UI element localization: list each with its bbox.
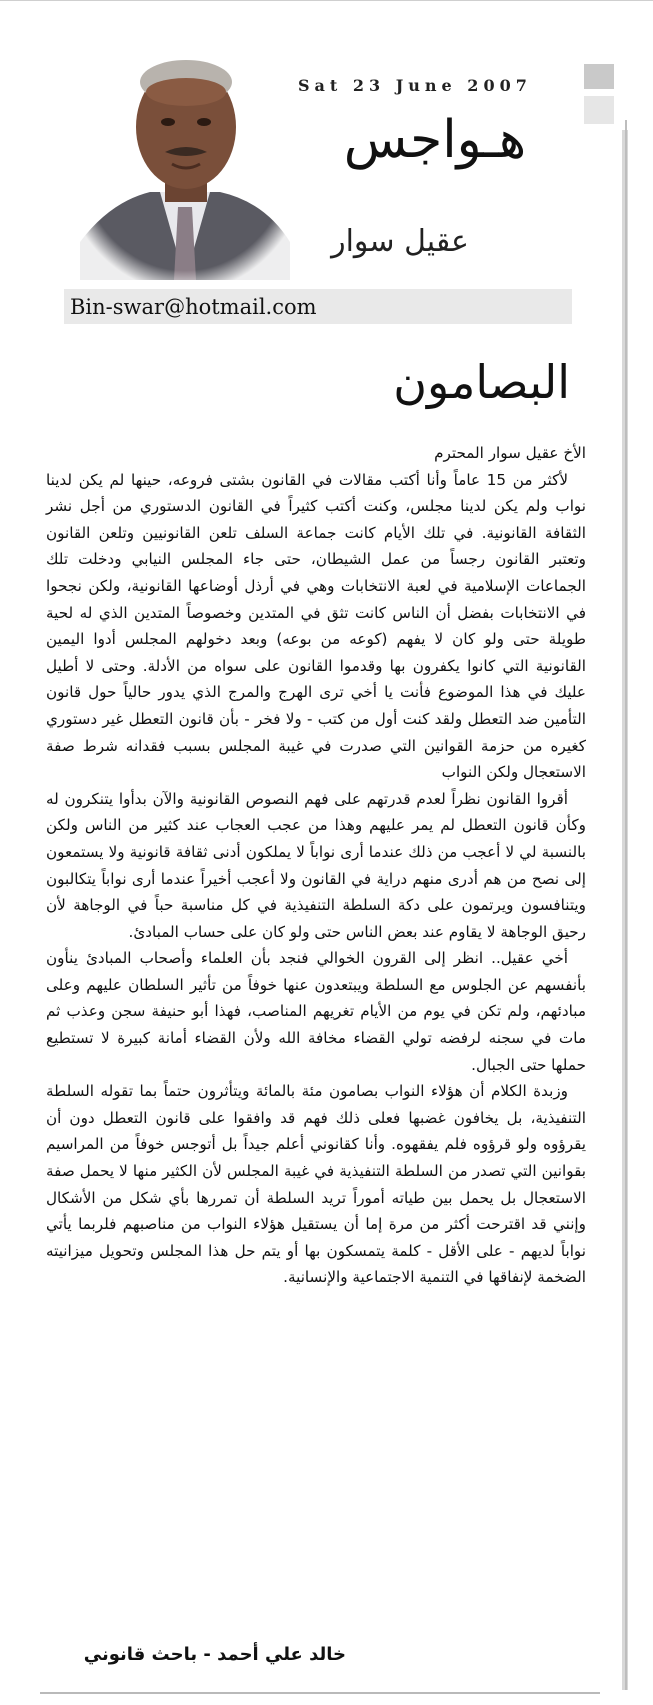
column-marker-light [584,96,614,124]
top-rule [0,0,653,1]
paragraph: لأكثر من 15 عاماً وأنا أكتب مقالات في القانون بشتى فروعه، حينها لم يكن لدينا نواب ولم يكن لدينا مجلس، وكنت أكتب كثيراً في القانون الدستوري من أجل نشر الثقافة القانونية. في تلك الأيام كانت جماعة السلف تلعن القانونيين وتلعن القانون وتعتبر القانون رجساً من عمل الشيطان، حتى جاء المجلس النيابي ودخلت تلك الجماعات الإسلامية في لعبة الانتخابات وهي في أرذل أوضاعها القانونية، ولكن نجحوا في الانتخابات بفضل أن الناس كانت تثق في المتدين وخصوصاً المتدين الذي له لحية طويلة حتى ولو كان لا يفهم (كوعه من بوعه) وبعد دخولهم المجلس أدوا اليمين القانونية التي كانوا يكفرون بها وقدموا القانون على سواه من الأدلة. وحتى لا أطيل عليك في هذا الموضوع فأنت يا أخي ترى الهرج والمرج الذي يدور حالياً حول قانون التأمين ضد التعطل ولقد كنت أول من كتب - ولا فخر - بأن قانون التعطل غير دستوري كغيره من حزمة القوانين التي صدرت في غيبة المجلس بسبب فقدانه شرط صفة الاستعجال ولكن النواب [46,470,586,782]
author-name: عقيل سوار [331,224,469,259]
bottom-rule [40,1692,600,1694]
author-email[interactable]: Bin-swar@hotmail.com [70,295,317,319]
article-title: البصامون [393,355,570,409]
column-side-rule [625,120,627,1690]
paragraph: أقروا القانون نظراً لعدم قدرتهم على فهم النصوص القانونية والآن بدأوا يتنكرون له وكأن قانون التعطل لم يمر عليهم وهذا من عجب العجاب عند كثير من الناس ولكن بالنسبة لي لا أعجب من ذلك عندما أرى نواباً لا يملكون أدنى ثقافة قانونية ولا يستمعون إلى نصح من هم أدرى منهم دراية في القانون ولا أعجب أخيراً عندما أرى نواباً يتكالبون ويتنافسون ويرتمون على دكة السلطة التنفيذية في كل مناسبة حباً في الوجاهة لأن رحيق الوجاهة لا يقاوم عند بعض الناس حتى ولو كان على حساب المبادئ. [46,789,586,941]
paragraph: أخي عقيل.. انظر إلى القرون الخوالي فنجد بأن العلماء وأصحاب المبادئ ينأون بأنفسهم عن الجلوس مع السلطة ويبتعدون عنها خوفاً من تأثير السلطان عليهم وعلى مبادئهم، ولم تكن في يوم من الأيام تغريهم المناصب، فهذا أبو حنيفة سجن وعذب ثم مات في سجنه لرفضه تولي القضاء مخافة الله ولأن القضاء أمانة كبيرة لا تستطيع حملها حتى الجبال. [46,949,586,1074]
column-title: هـواجس [343,110,527,170]
signature: خالد علي أحمد - باحث قانوني [83,1644,346,1665]
issue-date: Sat 23 June 2007 [298,76,532,95]
author-portrait [80,42,290,280]
paragraph: وزبدة الكلام أن هؤلاء النواب بصامون مئة بالمائة ويتأثرون حتماً بما تقوله السلطة التنفيذية، بل يخافون غضبها فعلى ذلك فهم قد وافقوا على قانون التعطل دون أن يقرؤوه ولو قرؤوه فلم يفقهوه. وأنا كقانوني أعلم جيداً بل أتوجس خوفاً من المراسيم بقوانين التي تصدر من السلطة التنفيذية في غيبة المجلس لأن الكثير منها لا يحمل صفة الاستعجال بل يحمل بين طياته أموراً تريد السلطة أن تمررها بأي شكل من الأشكال وإنني قد اقترحت أكثر من مرة إما أن يستقيل هؤلاء النواب من مناصبهم فلربما يأتي نواباً لديهم - على الأقل - كلمة يتمسكون بها أو يتم حل هذا المجلس وتحويل ميزانيته الضخمة لإنفاقها في التنمية الاجتماعية والإنسانية. [46,1082,586,1287]
greeting: الأخ عقيل سوار المحترم [434,444,586,462]
article-body [46,440,586,1610]
column-marker-dark [584,64,614,89]
